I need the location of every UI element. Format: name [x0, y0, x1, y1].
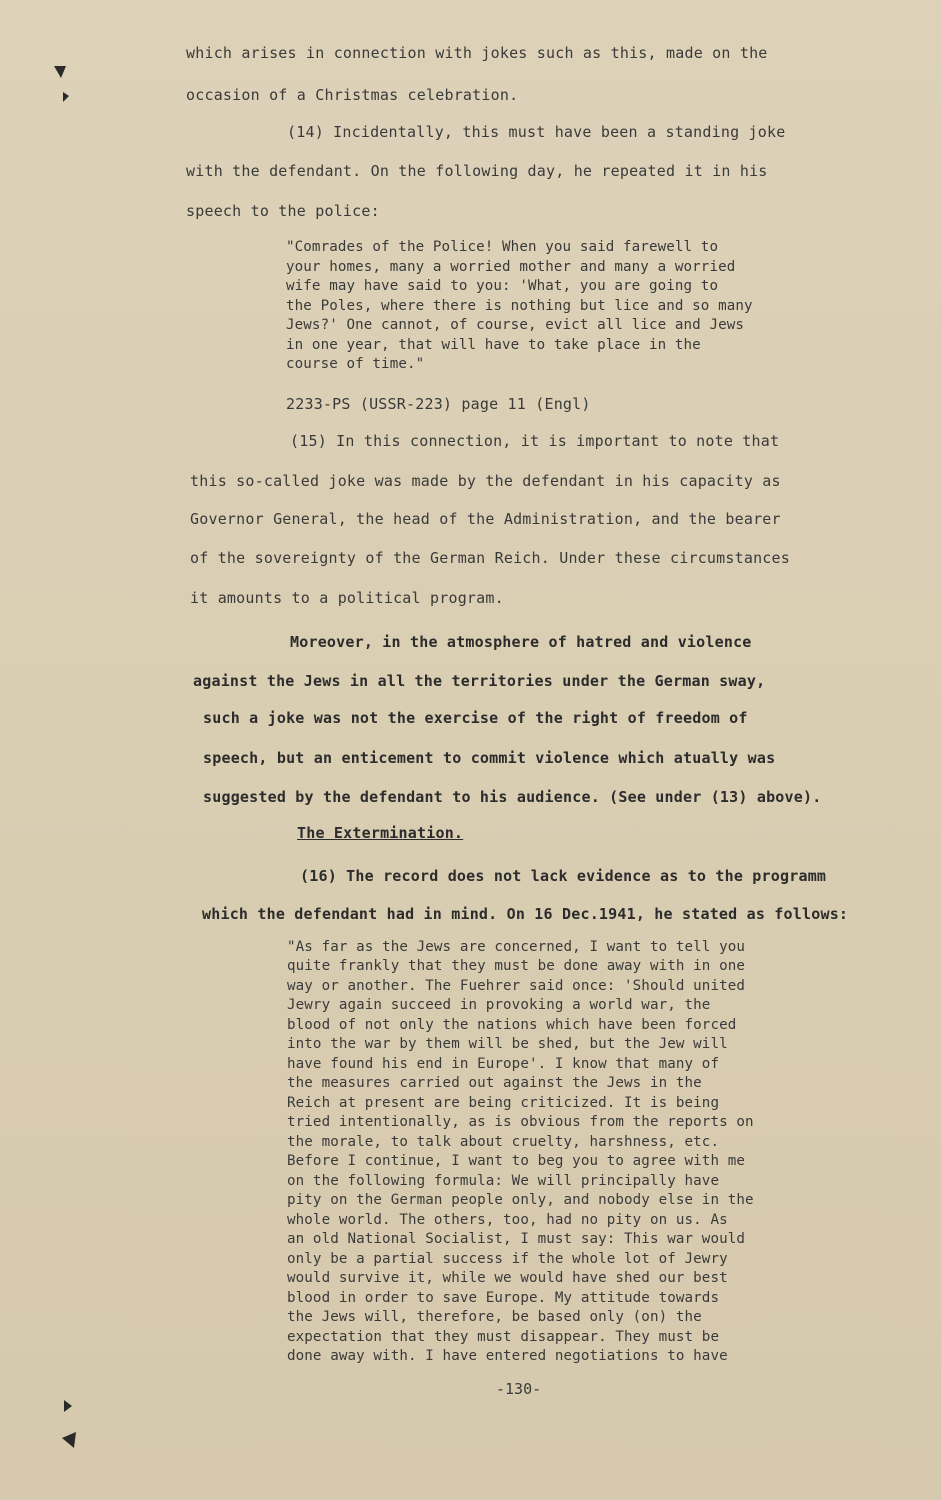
- quote-line: the Jews will, therefore, be based only (on) the: [287, 1309, 702, 1325]
- quote-line: Before I continue, I want to beg you to agree with me: [287, 1153, 746, 1169]
- quote-line: into the war by them will be shed, but the Jew will: [287, 1036, 728, 1052]
- text-line: against the Jews in all the territories under the German sway,: [193, 672, 766, 690]
- text-line: it amounts to a political program.: [190, 589, 504, 607]
- text-line: speech, but an enticement to commit violence which atually was: [203, 749, 776, 767]
- text-line: which arises in connection with jokes such as this, made on the: [186, 44, 768, 62]
- quote-line: whole world. The others, too, had no pity on us. As: [287, 1212, 728, 1228]
- quote-line: quite frankly that they must be done away with in one: [287, 958, 746, 974]
- text-line: (14) Incidentally, this must have been a standing joke: [287, 123, 786, 141]
- punch-mark-icon: [60, 1398, 80, 1450]
- quote-line: the morale, to talk about cruelty, harshness, etc.: [287, 1134, 720, 1150]
- section-heading: The Extermination.: [297, 824, 464, 842]
- quote-line: course of time.": [286, 356, 425, 372]
- quote-line: Jewry again succeed in provoking a world war, the: [287, 997, 711, 1013]
- text-line: this so-called joke was made by the defendant in his capacity as: [190, 472, 781, 490]
- text-line: such a joke was not the exercise of the right of freedom of: [203, 709, 748, 727]
- text-line: which the defendant had in mind. On 16 Dec.1941, he stated as follows:: [202, 905, 849, 923]
- text-line: speech to the police:: [186, 202, 380, 220]
- text-line: Governor General, the head of the Administration, and the bearer: [190, 510, 781, 528]
- citation: 2233-PS (USSR-223) page 11 (Engl): [286, 395, 591, 413]
- text-line: occasion of a Christmas celebration.: [186, 86, 519, 104]
- text-line: of the sovereignty of the German Reich. Under these circumstances: [190, 549, 790, 567]
- quote-line: your homes, many a worried mother and many a worried: [286, 259, 736, 275]
- quote-line: wife may have said to you: 'What, you are going to: [286, 278, 719, 294]
- quote-line: only be a partial success if the whole lot of Jewry: [287, 1251, 728, 1267]
- quote-line: in one year, that will have to take place in the: [286, 337, 701, 353]
- quote-line: done away with. I have entered negotiations to have: [287, 1348, 728, 1364]
- text-line: with the defendant. On the following day, he repeated it in his: [186, 162, 768, 180]
- text-line: suggested by the defendant to his audience. (See under (13) above).: [203, 788, 822, 806]
- quote-line: blood of not only the nations which have been forced: [287, 1017, 737, 1033]
- quote-line: expectation that they must disappear. They must be: [287, 1329, 720, 1345]
- quote-line: have found his end in Europe'. I know that many of: [287, 1056, 720, 1072]
- quote-line: tried intentionally, as is obvious from the reports on: [287, 1114, 754, 1130]
- quote-line: blood in order to save Europe. My attitude towards: [287, 1290, 720, 1306]
- quote-line: pity on the German people only, and nobody else in the: [287, 1192, 754, 1208]
- quote-line: "Comrades of the Police! When you said farewell to: [286, 239, 719, 255]
- page-number: -130-: [496, 1380, 542, 1398]
- quote-line: Reich at present are being criticized. It is being: [287, 1095, 720, 1111]
- quote-line: "As far as the Jews are concerned, I want to tell you: [287, 939, 746, 955]
- text-line: (15) In this connection, it is important to note that: [290, 432, 780, 450]
- quote-line: the Poles, where there is nothing but lice and so many: [286, 298, 753, 314]
- punch-mark-icon: [52, 64, 70, 104]
- quote-line: Jews?' One cannot, of course, evict all lice and Jews: [286, 317, 745, 333]
- text-line: Moreover, in the atmosphere of hatred and violence: [290, 633, 752, 651]
- quote-line: an old National Socialist, I must say: This war would: [287, 1231, 746, 1247]
- quote-line: on the following formula: We will principally have: [287, 1173, 720, 1189]
- text-line: (16) The record does not lack evidence as to the programm: [300, 867, 827, 885]
- quote-line: the measures carried out against the Jews in the: [287, 1075, 702, 1091]
- quote-line: way or another. The Fuehrer said once: 'Should united: [287, 978, 746, 994]
- quote-line: would survive it, while we would have shed our best: [287, 1270, 728, 1286]
